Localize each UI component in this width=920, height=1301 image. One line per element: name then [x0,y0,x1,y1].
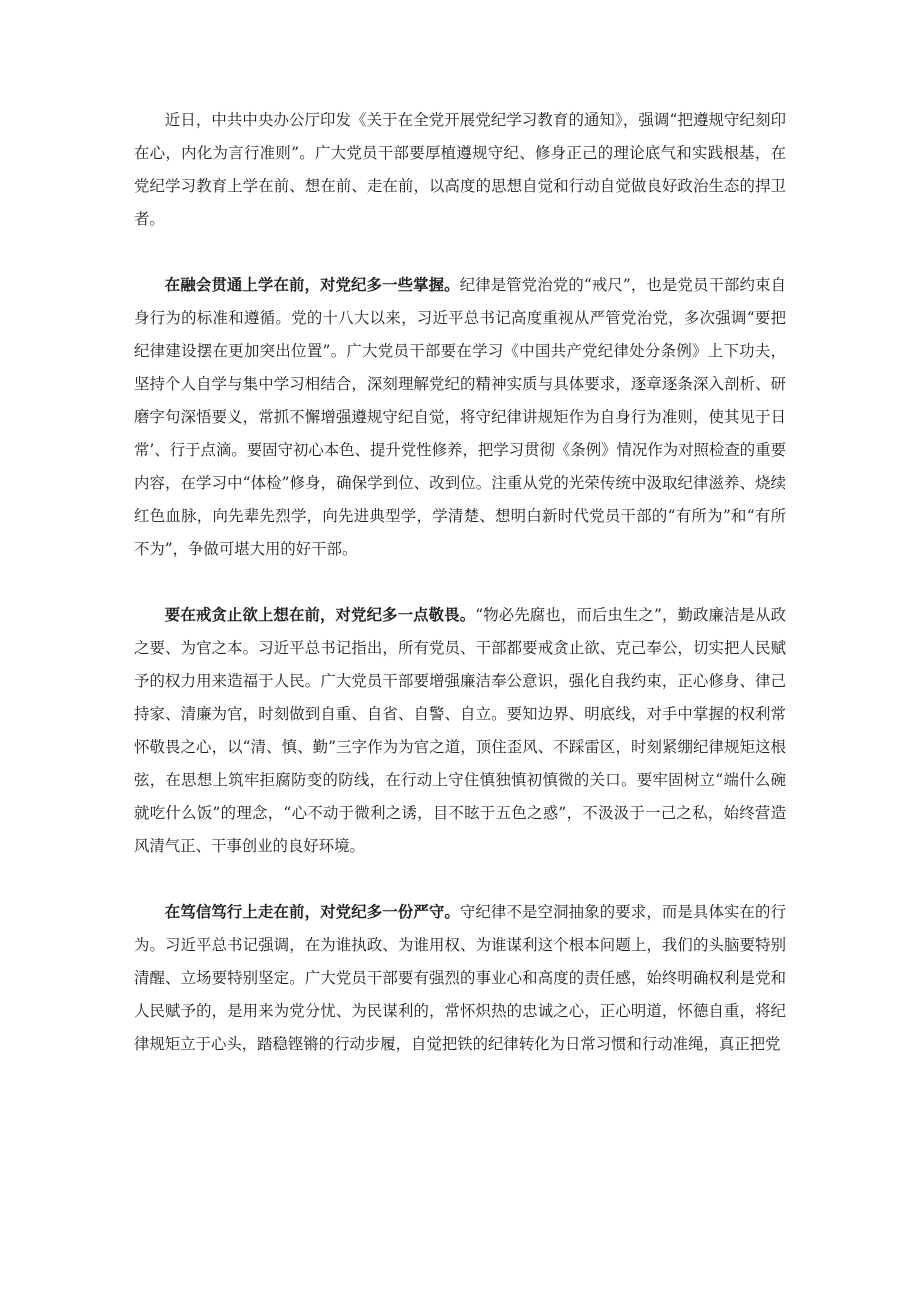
document-page [134,104,786,1094]
paragraph-text: 守纪律不是空洞抽象的要求，而是具体实在的行为。习近平总书记强调，在为谁执政、为谁用权、为谁谋利这个根本问题上，我们的头脑要特别清醒、立场要特别坚定。广大党员干部要有强烈的事业心和高度的责任感，始终明确权利是党和人民赋予的，是用来为党分忧、为民谋利的，常怀炽热的忠诚之心，正心明道，怀德自重，将纪律规矩立于心头，踏稳铿锵的行动步履，自觉把铁的纪律转化为日常习惯和行动准绳，真正把党 [134,903,786,1053]
paragraph-text: 纪律是管党治党的“戒尺”，也是党员干部约束自身行为的标准和遵循。党的十八大以来，习近平总书记高度重视从严管党治党，多次强调“要把纪律建设摆在更加突出位置”。广大党员干部要在学习《中国共产党纪律处分条例》上下功夫，坚持个人自学与集中学习相结合，深刻理解党纪的精神实质与具体要求，逐章逐条深入剖析、研磨字句深悟要义，常抓不懈增强遵规守纪自觉，将守纪律讲规矩作为自身行为准则，使其见于日常’、行于点滴。要固守初心本色、提升党性修养，把学习贯彻《条例》情况作为对照检查的重要内容，在学习中“体检”修身，确保学到位、改到位。注重从党的光荣传统中汲取纪律滋养、烧续红色血脉，向先辈先烈学，向先进典型学，学清楚、想明白新时代党员干部的“有所为”和“有所不为”，争做可堪大用的好干部。 [134,276,786,558]
section-paragraph-practice [134,896,786,1061]
paragraph-text: “物必先腐也，而后虫生之”，勤政廉洁是从政之要、为官之本。习近平总书记指出，所有党员、干部都要戒贪止欲、克己奉公，切实把人民赋予的权力用来造福于人民。广大党员干部要增强廉洁奉公意识，强化自我约束，正心修身、律己持家、清廉为官，时刻做到自重、自省、自警、自立。要知边界、明底线，对手中掌握的权利常怀敬畏之心，以“清、慎、勤”三字作为为官之道，顶住歪风、不踩雷区，时刻紧绷纪律规矩这根弦，在思想上筑牢拒腐防变的防线，在行动上守住慎独慎初慎微的关口。要牢固树立“端什么碗就吃什么饭”的理念，“心不动于微利之诱，目不眩于五色之惑”，不汲汲于一己之私，始终营造风清气正、干事创业的良好环境。 [134,606,786,855]
paragraph-text: 近日，中共中央办公厅印发《关于在全党开展党纪学习教育的通知》，强调“把遵规守纪刻印在心，内化为言行准则”。广大党员干部要厚植遵规守纪、修身正己的理论底气和实践根基，在党纪学习教育上学在前、想在前、走在前，以高度的思想自觉和行动自觉做良好政治生态的捍卫者。 [134,111,786,228]
intro-paragraph [134,104,786,236]
section-paragraph-awe [134,599,786,863]
paragraph-lead: 在笃信笃行上走在前，对党纪多一份严守。 [164,903,460,921]
paragraph-lead: 要在戒贪止欲上想在前，对党纪多一点敬畏。 [164,606,476,624]
paragraph-lead: 在融会贯通上学在前，对党纪多一些掌握。 [164,276,460,294]
section-paragraph-study [134,269,786,566]
